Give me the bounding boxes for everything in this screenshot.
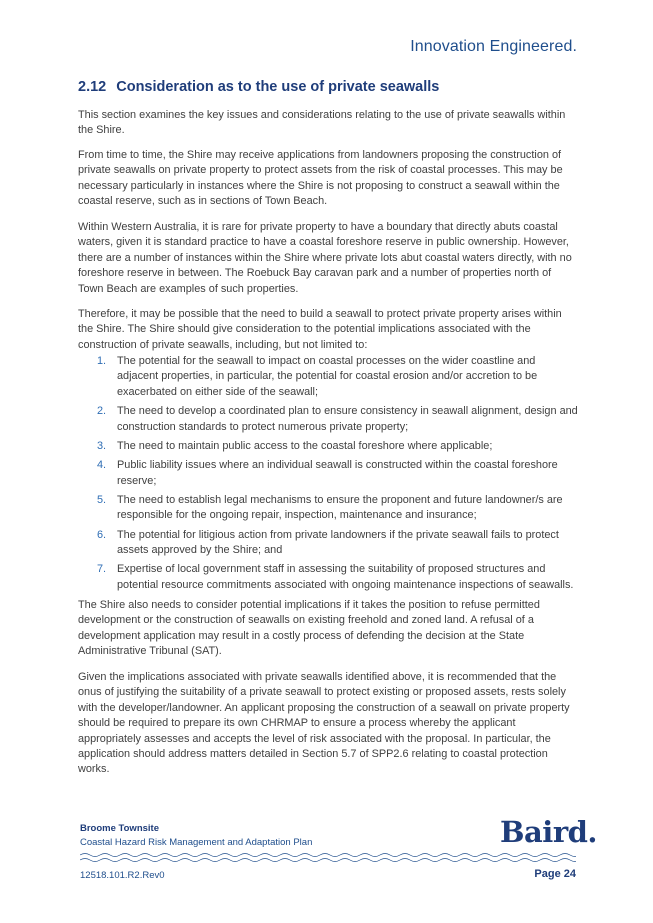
implications-list — [78, 354, 578, 597]
list-item: 7. Expertise of local government staff in assessing the suitability of proposed structures and potential resource commitments associated with ongoing maintenance inspections of seawalls. — [97, 563, 574, 591]
wave-line-bottom — [80, 859, 576, 862]
baird-logo: Baird. — [500, 815, 597, 849]
list-item: 4. Public liability issues where an individual seawall is constructed within the coastal foreshore reserve; — [97, 459, 558, 487]
footer-project-title: Broome Townsite — [80, 823, 159, 834]
paragraph-recommendation: Given the implications associated with private seawalls identified above, it is recommended that the onus of justifying the suitability of a private seawall to protect existing or proposed assets, rests solely with the developer/landowner. An applicant proposing the construction of a seawall on private property should be required to prepare its own CHRMAP to ensure a process whereby the applicant appropriately assesses and accepts the level of risk associated with the proposal. In particular, the application should address matters detailed in Section 5.7 of SPP2.6 relating to coastal protection works. — [78, 671, 570, 776]
header-tagline: Innovation Engineered. — [410, 38, 577, 55]
list-item: 6. The potential for litigious action from private landowners if the private seawall fails to protect assets approved by the Shire; and — [97, 528, 559, 556]
footer-document-subtitle: Coastal Hazard Risk Management and Adaptation Plan — [80, 837, 313, 848]
list-item: 5. The need to establish legal mechanisms to ensure the proponent and future landowner/s are responsible for the ongoing repair, inspection, maintenance and insurance; — [97, 493, 563, 522]
paragraph-applications: From time to time, the Shire may receive applications from landowners proposing the construction of private seawalls on private property to protect assets from the risk of coastal processes. This may be necessary particularly in instances where the Shire is not proposing to construct a seawall within the coastal reserve, such as in sections of Town Beach. — [78, 149, 563, 208]
footer-wave-decoration — [80, 851, 576, 865]
section-title: Consideration as to the use of private seawalls — [116, 79, 440, 95]
page-number: Page 24 — [534, 868, 576, 880]
paragraph-intro: This section examines the key issues and considerations relating to the use of private seawalls within the Shire. — [78, 109, 566, 137]
list-item: 3. The need to maintain public access to the coastal foreshore where applicable; — [97, 439, 493, 452]
section-number: 2.12 — [78, 79, 107, 95]
list-item: 1. The potential for the seawall to impact on coastal processes on the wider coastline and adjacent properties, in particular, the potential for coastal erosion and/or accretion to be exacerbated on either side of the seawall; — [97, 355, 538, 398]
paragraph-implications: Therefore, it may be possible that the need to build a seawall to protect private property arises within the Shire. The Shire should give consideration to the potential implications associated with the construction of private seawalls, including, but not limited to: — [78, 308, 562, 351]
paragraph-refusal: The Shire also needs to consider potential implications if it takes the position to refuse permitted development or the construction of seawalls on existing freehold and zoned land. A refusal of a development application may result in a costly process of defending the decision at the State Administrative Tribunal (SAT). — [78, 599, 540, 658]
wave-line-top — [80, 854, 576, 857]
section-heading — [78, 79, 439, 95]
list-item: 2. The need to develop a coordinated plan to ensure consistency in seawall alignment, design and construction standards to protect numerous private property; — [97, 405, 578, 433]
document-reference: 12518.101.R2.Rev0 — [80, 870, 165, 881]
paragraph-western-australia: Within Western Australia, it is rare for private property to have a boundary that directly abuts coastal waters, given it is standard practice to have a coastal foreshore reserve in public ownership. However, there are a number of instances within the Shire where private lots abut coastal waters directly, with no foreshore reserve in between. The Roebuck Bay caravan park and a number of properties north of Town Beach are examples of such properties. — [78, 221, 572, 295]
